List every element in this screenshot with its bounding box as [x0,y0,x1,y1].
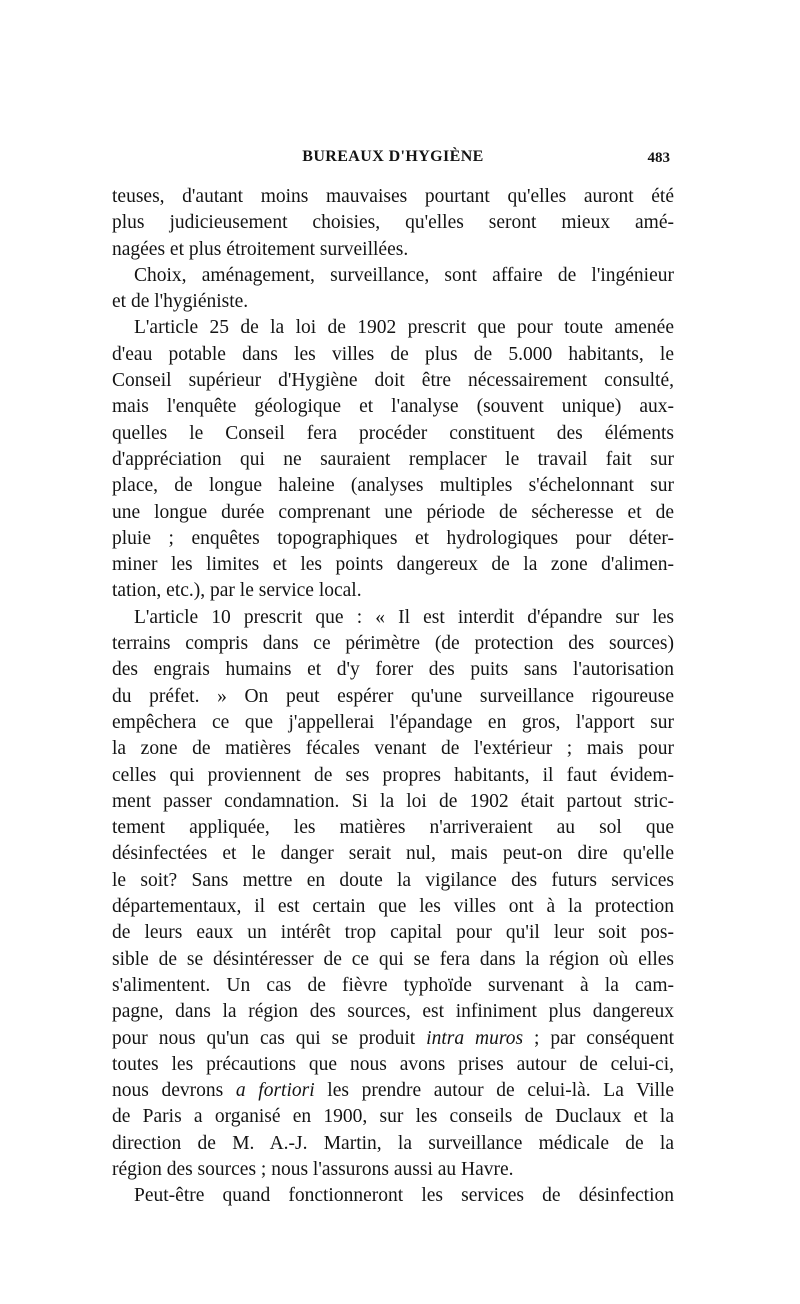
text-line [112,1078,674,1104]
running-title: BUREAUX D'HYGIÈNE [302,148,484,165]
text-line: celles qui proviennent de ses propres habitants, il faut évidem- [112,764,674,786]
text-line: s'alimentent. Un cas de fièvre typhoïde survenant à la cam- [112,974,674,996]
text-line: de Paris a organisé en 1900, sur les conseils de Duclaux et la [112,1106,674,1128]
text-segment: les prendre autour de celui-là. La Ville [314,1080,674,1102]
italic-phrase: intra muros [426,1027,524,1049]
text-line: Conseil supérieur d'Hygiène doit être nécessairement consulté, [112,370,674,392]
text-line: L'article 25 de la loi de 1902 prescrit que pour toute amenée [134,317,674,339]
text-line: L'article 10 prescrit que : « Il est interdit d'épandre sur les [134,606,674,628]
text-line: place, de longue haleine (analyses multiples s'échelonnant sur [112,475,674,497]
text-line: du préfet. » On peut espérer qu'une surveillance rigoureuse [112,685,674,707]
text-line: pagne, dans la région des sources, est infiniment plus dangereux [112,1001,674,1023]
text-line: tement appliquée, les matières n'arriveraient au sol que [112,817,674,839]
text-line: quelles le Conseil fera procéder constituent des éléments [112,422,674,444]
text-line: nagées et plus étroitement surveillées. [112,238,409,260]
page-number: 483 [647,150,670,166]
text-line: la zone de matières fécales venant de l'extérieur ; mais pour [112,738,674,760]
text-line: empêchera ce que j'appellerai l'épandage en gros, l'apport sur [112,711,674,733]
text-line: ment passer condamnation. Si la loi de 1902 était partout stric- [112,790,674,812]
text-line: mais l'enquête géologique et l'analyse (souvent unique) aux- [112,396,674,418]
text-line: d'eau potable dans les villes de plus de 5.000 habitants, le [112,343,674,365]
text-line: de leurs eaux un intérêt trop capital pour qu'il leur soit pos- [112,922,674,944]
text-line: une longue durée comprenant une période de sécheresse et de [112,501,674,523]
text-line: toutes les précautions que nous avons prises autour de celui-ci, [112,1053,674,1075]
text-line: le soit? Sans mettre en doute la vigilance des futurs services [112,869,674,891]
text-line: des engrais humains et d'y forer des puits sans l'autorisation [112,659,674,681]
text-line: direction de M. A.-J. Martin, la surveillance médicale de la [112,1132,674,1154]
text-segment: pour nous qu'un cas qui se produit [112,1027,427,1049]
text-line: région des sources ; nous l'assurons aussi au Havre. [112,1158,514,1180]
text-line: Peut-être quand fonctionneront les services de désinfection [134,1185,674,1207]
text-segment: ; par conséquent [523,1027,674,1049]
text-line: pluie ; enquêtes topographiques et hydrologiques pour déter- [112,527,674,549]
text-segment: nous devrons [112,1080,236,1102]
body-text [112,184,674,1210]
text-line: plus judicieusement choisies, qu'elles seront mieux amé- [112,212,674,234]
text-line: d'appréciation qui ne sauraient remplacer le travail fait sur [112,448,674,470]
text-line: terrains compris dans ce périmètre (de protection des sources) [112,633,674,655]
running-head [112,148,674,174]
text-line: désinfectées et le danger serait nul, mais peut-on dire qu'elle [112,843,674,865]
text-line: Choix, aménagement, surveillance, sont affaire de l'ingénieur [134,264,674,286]
text-line: teuses, d'autant moins mauvaises pourtant qu'elles auront été [112,186,674,207]
text-line: et de l'hygiéniste. [112,291,249,313]
text-line [112,1026,674,1052]
text-line: sible de se désintéresser de ce qui se fera dans la région où elles [112,948,674,970]
text-line: miner les limites et les points dangereux de la zone d'alimen- [112,554,674,576]
text-line: départementaux, il est certain que les villes ont à la protection [112,896,674,918]
text-line: tation, etc.), par le service local. [112,580,362,602]
italic-phrase: a fortiori [235,1080,315,1102]
